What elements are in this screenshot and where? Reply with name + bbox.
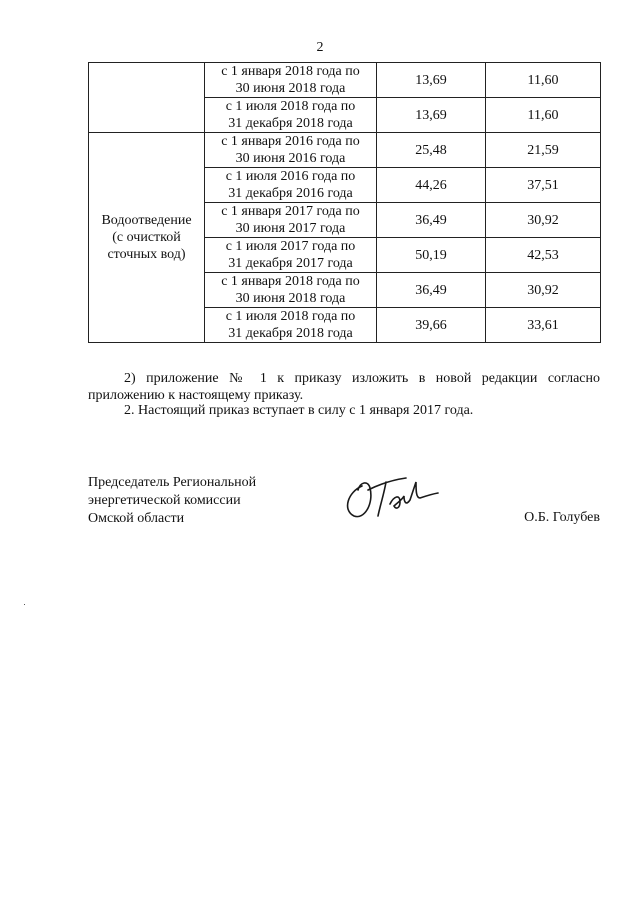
scan-speck: [24, 604, 25, 605]
value-a-cell: 13,69: [377, 63, 486, 98]
table-row: [89, 63, 601, 98]
period-cell: с 1 июля 2017 года по 31 декабря 2017 года: [205, 238, 377, 273]
value-b-cell: 21,59: [486, 133, 601, 168]
table-row: [89, 133, 601, 168]
period-cell: с 1 июля 2018 года по 31 декабря 2018 года: [205, 98, 377, 133]
signer-position: Председатель Региональной энергетической комиссии Омской области: [88, 475, 257, 526]
value-a-cell: 36,49: [377, 273, 486, 308]
paragraph-item-2: 2) приложение № 1 к приказу изложить в новой редакции согласно приложению к настоящему приказу.: [88, 371, 600, 403]
period-cell: с 1 июля 2016 года по 31 декабря 2016 года: [205, 168, 377, 203]
value-b-cell: 11,60: [486, 63, 601, 98]
tariff-table: [88, 62, 601, 343]
paragraph-clause-2: 2. Настоящий приказ вступает в силу с 1 января 2017 года.: [124, 403, 474, 418]
period-cell: с 1 января 2018 года по 30 июня 2018 года: [205, 273, 377, 308]
value-a-cell: 25,48: [377, 133, 486, 168]
service-cell-continued: [89, 63, 205, 133]
value-b-cell: 42,53: [486, 238, 601, 273]
period-cell: с 1 января 2018 года по 30 июня 2018 года: [205, 63, 377, 98]
page-number: 2: [316, 40, 324, 55]
value-a-cell: 50,19: [377, 238, 486, 273]
period-cell: с 1 июля 2018 года по 31 декабря 2018 года: [205, 308, 377, 343]
signer-name: О.Б. Голубев: [524, 510, 600, 525]
value-b-cell: 30,92: [486, 203, 601, 238]
period-cell: с 1 января 2016 года по 30 июня 2016 года: [205, 133, 377, 168]
value-b-cell: 11,60: [486, 98, 601, 133]
value-b-cell: 33,61: [486, 308, 601, 343]
value-a-cell: 44,26: [377, 168, 486, 203]
service-cell-wastewater: Водоотведение (с очисткой сточных вод): [89, 133, 205, 343]
period-cell: с 1 января 2017 года по 30 июня 2017 года: [205, 203, 377, 238]
handwritten-signature: [340, 466, 440, 526]
value-a-cell: 39,66: [377, 308, 486, 343]
value-b-cell: 30,92: [486, 273, 601, 308]
value-b-cell: 37,51: [486, 168, 601, 203]
value-a-cell: 13,69: [377, 98, 486, 133]
value-a-cell: 36,49: [377, 203, 486, 238]
